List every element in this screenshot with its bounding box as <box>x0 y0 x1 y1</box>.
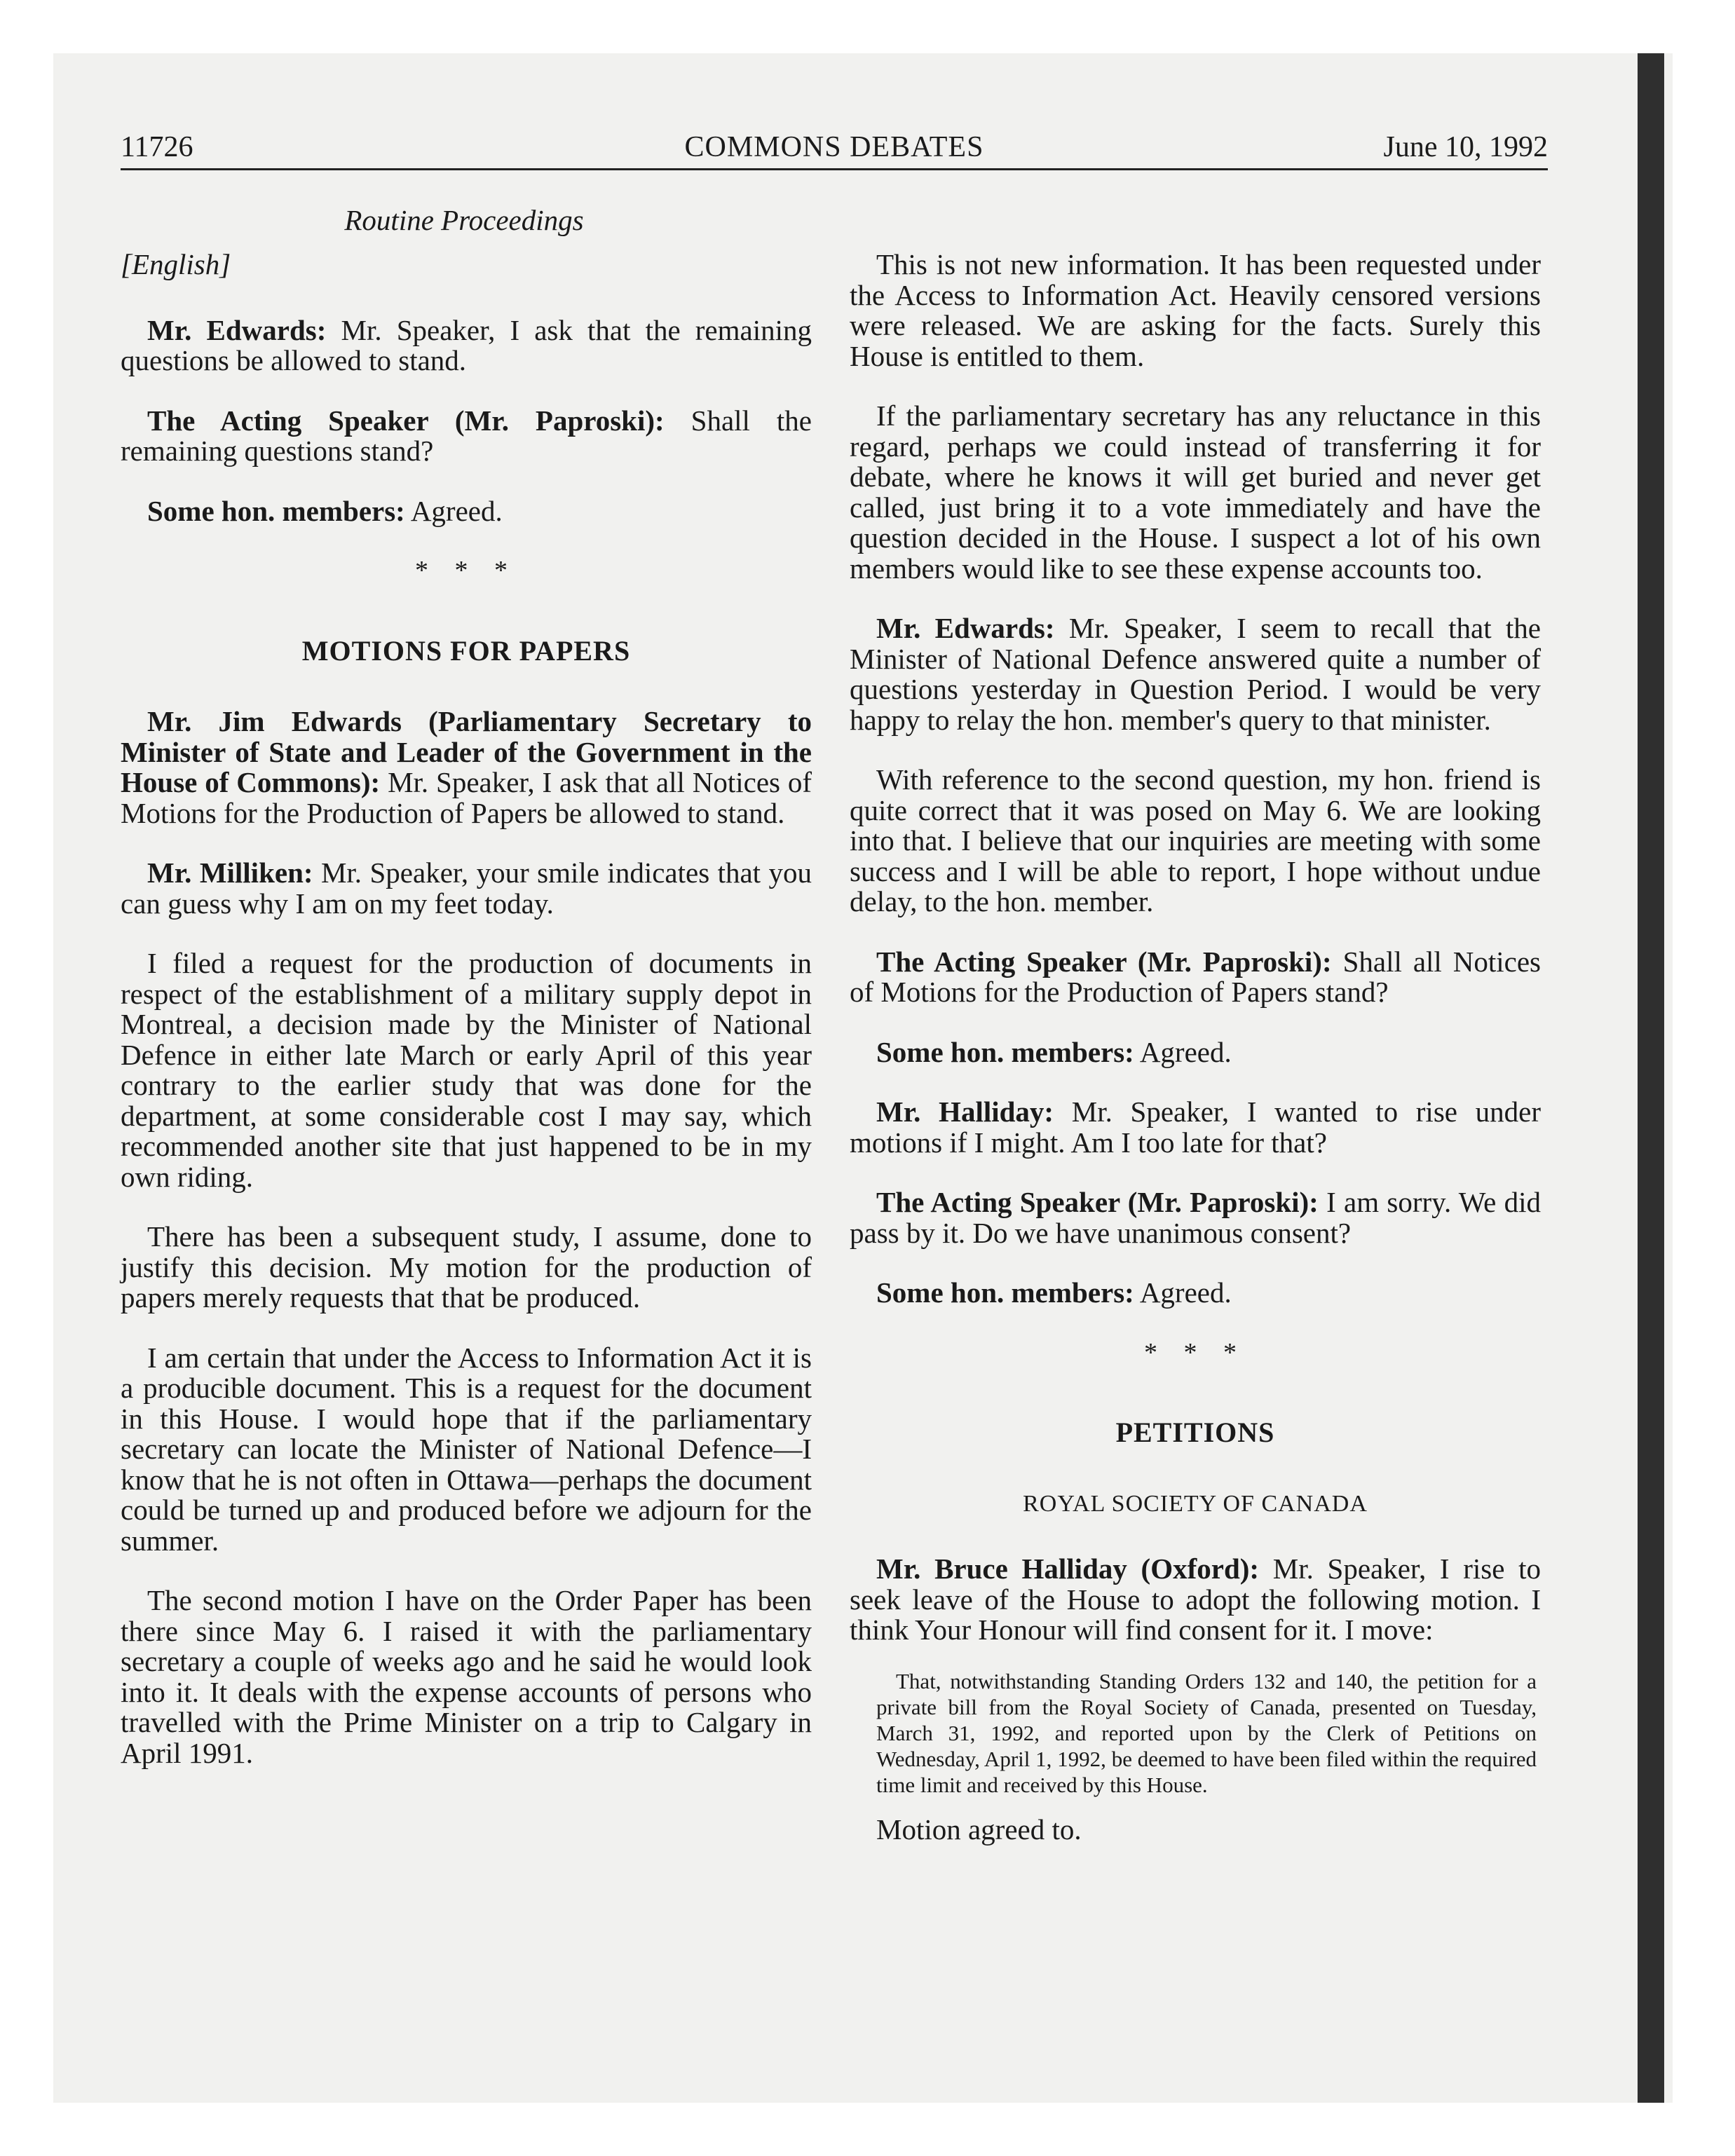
paragraph: I am certain that under the Access to Information Act it is a producible document. This is a request for the document in this House. I would hope that if the parliamentary secretary can locate the Minister of National Defence—I know that he is not often in Ottawa—perhaps the document could be turned up and produced before we adjourn for the summer. <box>121 1341 812 1557</box>
speech-text: Shall all Notices of Motions for the Production of Papers stand? <box>850 945 1541 1008</box>
section-heading: MOTIONS FOR PAPERS <box>301 634 631 667</box>
page-header <box>121 126 1548 168</box>
speech-text: Agreed. <box>1134 1035 1232 1068</box>
paragraph: I filed a request for the production of documents in respect of the establishment of a military supply depot in Montreal, a decision made by the Minister of National Defence in either late March or early April of this year contrary to the earlier study that was done for the department, at some considerable cost I may say, which recommended another site that just happened to be in my own riding. <box>121 947 812 1193</box>
section-divider: * * * <box>415 556 517 585</box>
scan-edge-bar <box>1638 53 1664 2103</box>
speaker-name: Some hon. members: <box>876 1035 1134 1068</box>
motion-text: That, notwithstanding Standing Orders 132 and 140, the petition for a private bill from the Royal Society of Canada, presented on Tuesday, March 31, 1992, and reported upon by the Clerk of Petitions on Wednesday, April 1, 1992, be deemed to have been filed within the required time limit and received by this House. <box>876 1668 1537 1797</box>
speaker-name: The Acting Speaker (Mr. Paproski): <box>147 404 665 437</box>
left-column <box>121 250 812 1798</box>
paragraph <box>850 1554 1541 1646</box>
section-divider: * * * <box>1144 1337 1246 1367</box>
paragraph: With reference to the second question, my hon. friend is quite correct that it was posed on May 6. We are looking into that. I believe that our inquiries are meeting with some success and I will be able to report, I hope without undue delay, to the hon. member. <box>850 763 1541 917</box>
paragraph <box>850 613 1541 735</box>
speaker-name: Mr. Jim Edwards (Parliamentary Secretary to Minister of State and Leader of the Government in the House of Commons): <box>121 705 812 798</box>
page-number: 11726 <box>121 131 193 163</box>
motion-quote <box>850 1668 1541 1798</box>
section-label: Routine Proceedings <box>344 204 584 236</box>
header-rule <box>121 168 1548 170</box>
paragraph: If the parliamentary secretary has any reluctance in this regard, perhaps we could instead of transferring it for debate, where he knows it will get buried and never get called, just bring it to a vote immediately and have the question decided in the House. I suspect a lot of his own members would like to see these expense accounts too. <box>850 400 1541 585</box>
speaker-name: Mr. Bruce Halliday (Oxford): <box>876 1553 1260 1585</box>
speech-text: Mr. Speaker, your smile indicates that you can guess why I am on my feet today. <box>121 857 812 920</box>
speech-text: Mr. Speaker, I seem to recall that the Minister of National Defence answered quite a number of questions yesterday in Question Period. I would be very happy to relay the hon. member's query to that minister. <box>850 612 1542 736</box>
speaker-name: The Acting Speaker (Mr. Paproski): <box>876 945 1332 978</box>
speech-text: Agreed. <box>404 494 503 527</box>
paragraph <box>850 1097 1541 1158</box>
speaker-name: The Acting Speaker (Mr. Paproski): <box>876 1186 1319 1218</box>
paragraph <box>121 858 812 919</box>
paragraph <box>121 406 812 467</box>
speech-text: Agreed. <box>1134 1276 1232 1309</box>
speech-text: Mr. Speaker, I wanted to rise under motions if I might. Am I too late for that? <box>850 1096 1541 1159</box>
paragraph <box>121 707 812 828</box>
paragraph <box>850 1187 1541 1248</box>
speech-text: Mr. Speaker, I rise to seek leave of the House to adopt the following motion. I think Your Honour will find consent for it. I move: <box>850 1553 1541 1646</box>
right-column <box>850 250 1541 1874</box>
speech-text: Mr. Speaker, I ask that all Notices of Motions for the Production of Papers be allowed to stand. <box>121 766 812 829</box>
paragraph: There has been a subsequent study, I assume, done to justify this decision. My motion for the production of papers merely requests that that be produced. <box>121 1220 812 1314</box>
speech-text: Shall the remaining questions stand? <box>121 404 812 467</box>
paragraph <box>850 1278 1541 1309</box>
language-tag: [English] <box>121 248 231 280</box>
speaker-name: Mr. Edwards: <box>147 313 327 346</box>
speaker-name: Some hon. members: <box>147 494 405 527</box>
paragraph <box>850 947 1541 1008</box>
speaker-name: Mr. Milliken: <box>147 857 313 889</box>
publication-title: COMMONS DEBATES <box>684 131 984 163</box>
paragraph <box>121 496 812 527</box>
paragraph: The second motion I have on the Order Paper has been there since May 6. I raised it with the parliamentary secretary a couple of weeks ago and he said he would look into it. It deals with the expense accounts of persons who travelled with the Prime Minister on a trip to Calgary in April 1991. <box>121 1584 812 1769</box>
paragraph <box>850 1037 1541 1068</box>
paragraph <box>121 315 812 376</box>
page-date: June 10, 1992 <box>1383 131 1548 163</box>
paragraph: This is not new information. It has been requested under the Access to Information Act. Heavily censored versions were released. We are asking for the facts. Surely this House is entitled to them. <box>850 248 1541 372</box>
speech-text: Mr. Speaker, I ask that the remaining questions be allowed to stand. <box>121 313 812 376</box>
speaker-name: Mr. Edwards: <box>876 612 1055 644</box>
section-heading: PETITIONS <box>1115 1417 1275 1448</box>
speech-text: I am sorry. We did pass by it. Do we have unanimous consent? <box>850 1186 1542 1249</box>
paragraph: Motion agreed to. <box>876 1813 1082 1845</box>
section-subheading: ROYAL SOCIETY OF CANADA <box>1023 1490 1368 1517</box>
speaker-name: Some hon. members: <box>876 1276 1134 1309</box>
speaker-name: Mr. Halliday: <box>876 1096 1054 1128</box>
